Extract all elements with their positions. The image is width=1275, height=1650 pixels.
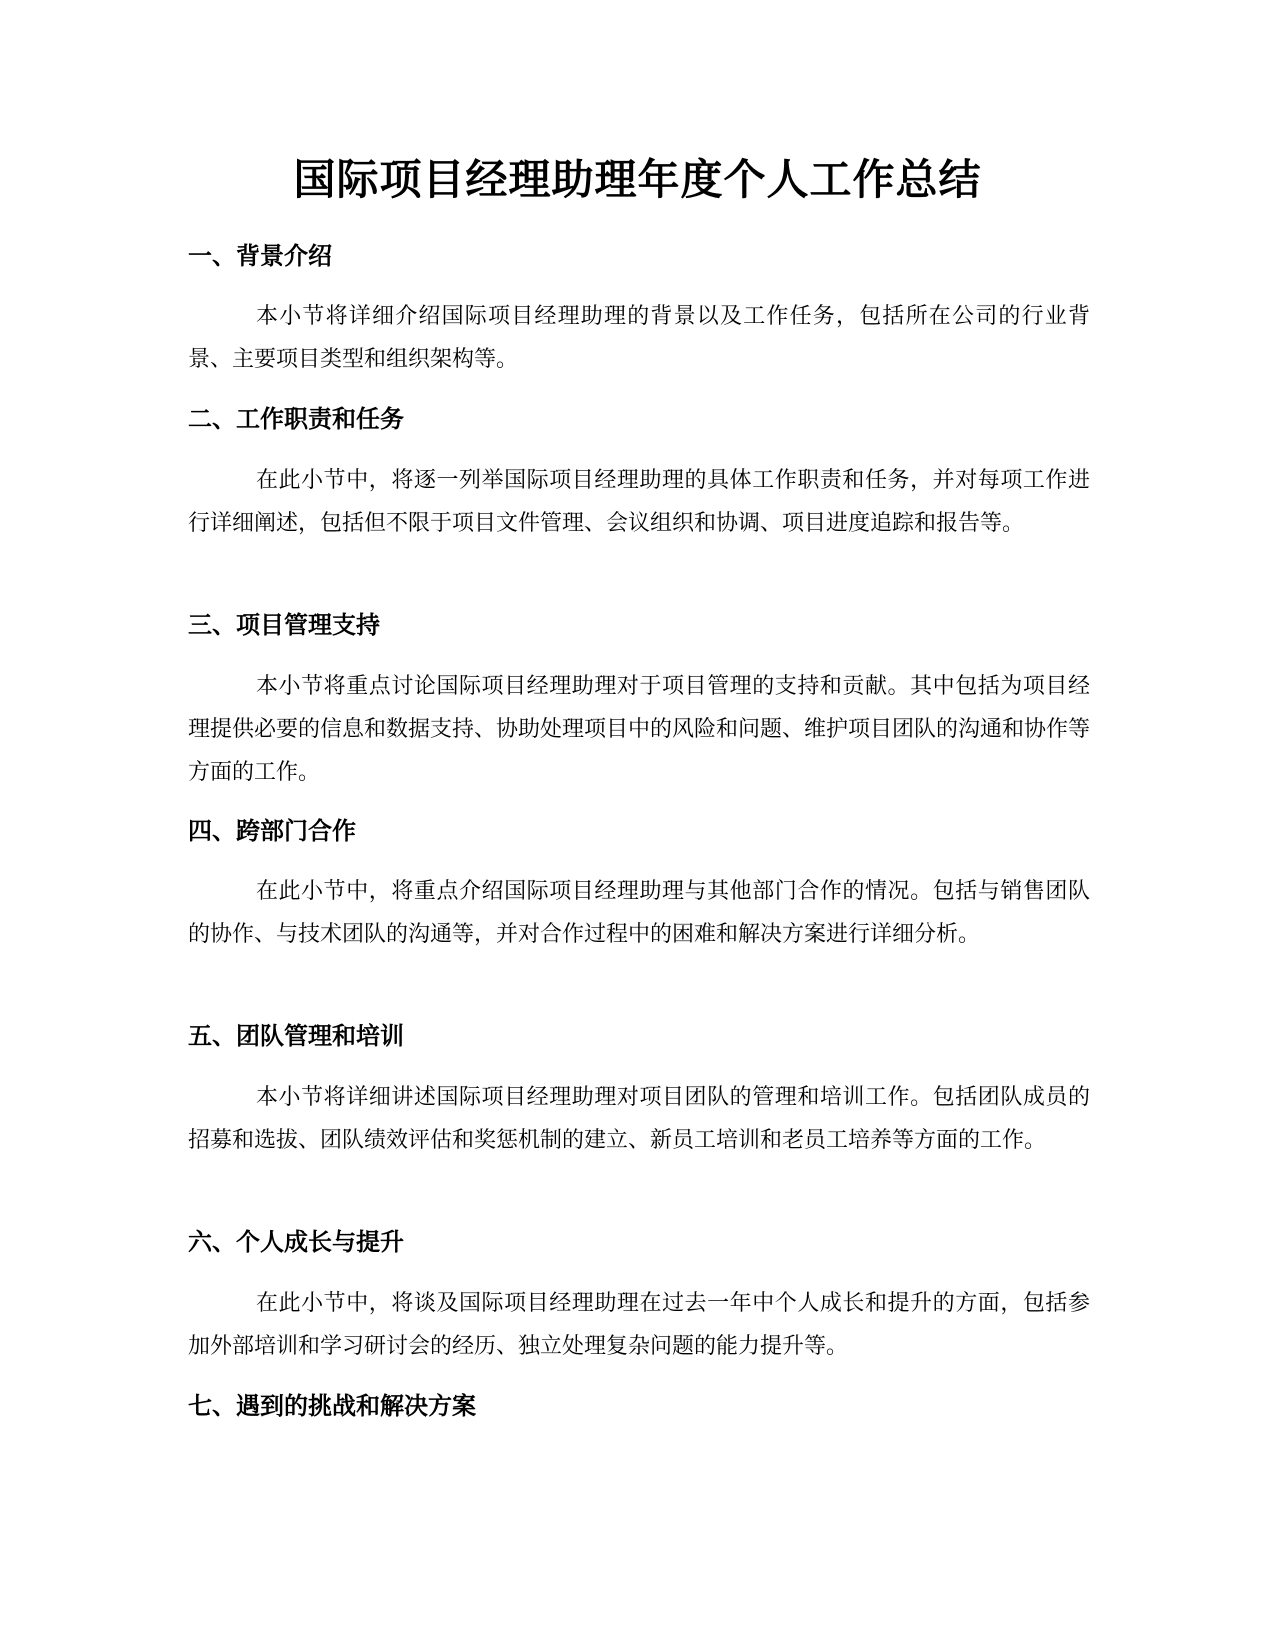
section-heading-pm-support: 三、项目管理支持	[188, 611, 380, 639]
section-body-duties: 在此小节中，将逐一列举国际项目经理助理的具体工作职责和任务，并对每项工作进行详细阐述，包括但不限于项目文件管理、会议组织和协调、项目进度追踪和报告等。	[188, 468, 1090, 536]
section-heading-cross-department: 四、跨部门合作	[188, 817, 356, 845]
section-heading-background: 一、背景介绍	[188, 242, 332, 270]
section-heading-duties: 二、工作职责和任务	[188, 405, 404, 433]
section-body-background: 本小节将详细介绍国际项目经理助理的背景以及工作任务，包括所在公司的行业背景、主要项目类型和组织架构等。	[188, 304, 1090, 372]
section-heading-challenges: 七、遇到的挑战和解决方案	[188, 1392, 476, 1420]
section-body-cross-department: 在此小节中，将重点介绍国际项目经理助理与其他部门合作的情况。包括与销售团队的协作、与技术团队的沟通等，并对合作过程中的困难和解决方案进行详细分析。	[188, 879, 1090, 947]
document-title: 国际项目经理助理年度个人工作总结	[293, 155, 982, 204]
section-body-pm-support: 本小节将重点讨论国际项目经理助理对于项目管理的支持和贡献。其中包括为项目经理提供必要的信息和数据支持、协助处理项目中的风险和问题、维护项目团队的沟通和协作等方面的工作。	[188, 674, 1091, 785]
section-heading-team-management: 五、团队管理和培训	[188, 1022, 404, 1050]
section-body-team-management: 本小节将详细讲述国际项目经理助理对项目团队的管理和培训工作。包括团队成员的招募和选拔、团队绩效评估和奖惩机制的建立、新员工培训和老员工培养等方面的工作。	[188, 1085, 1090, 1153]
section-heading-personal-growth: 六、个人成长与提升	[188, 1228, 404, 1256]
section-body-personal-growth: 在此小节中，将谈及国际项目经理助理在过去一年中个人成长和提升的方面，包括参加外部培训和学习研讨会的经历、独立处理复杂问题的能力提升等。	[188, 1291, 1090, 1359]
